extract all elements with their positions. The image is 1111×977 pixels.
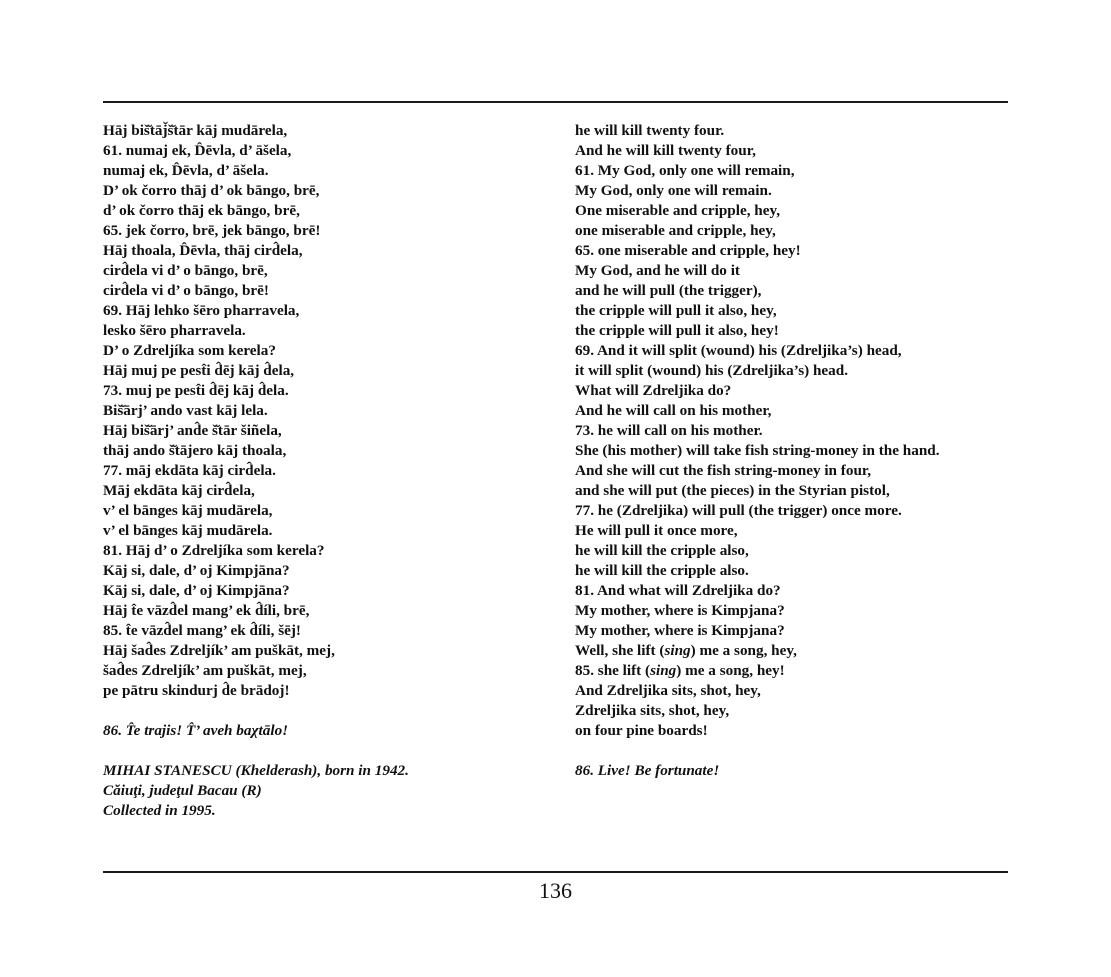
verse-line: the cripple will pull it also, hey!: [575, 322, 779, 339]
romani-verses: [103, 121, 543, 701]
verse-line: pe pātru skindurj d̂e brādoj!: [103, 682, 290, 699]
bottom-rule: [103, 871, 1008, 873]
verse-line: And he will kill twenty four,: [575, 142, 756, 159]
sing-word: sing: [650, 662, 677, 679]
verse-text: ) me a song, hey!: [676, 662, 785, 679]
verse-line: numaj ek, D̂ēvla, d’ āšela.: [103, 162, 269, 179]
verse-line: D’ ok čorro thāj d’ ok bāngo, brē,: [103, 182, 320, 199]
verse-line: Kāj si, dale, d’ oj Kimpjāna?: [103, 562, 290, 579]
verse-line: lesko šēro pharravela.: [103, 322, 246, 339]
singer-name: MIHAI STANESCU (Khelderash), born in 1942.: [103, 762, 409, 779]
romani-closing-line: 86. T̂e trajis! T̂’ aveh baχtālo!: [103, 722, 289, 739]
verse-line: Hāj thoala, D̂ēvla, thāj cird̂ela,: [103, 242, 303, 259]
verse-line: 69. And it will split (wound) his (Zdreljika’s) head,: [575, 342, 902, 359]
sing-word: sing: [664, 642, 691, 659]
verse-line: he will kill twenty four.: [575, 122, 725, 139]
verse-line: 81. Hāj d’ o Zdreljíka som kerela?: [103, 542, 325, 559]
verse-text: ) me a song, hey,: [690, 642, 797, 659]
verse-line: Kāj si, dale, d’ oj Kimpjāna?: [103, 582, 290, 599]
english-closing-line: 86. Live! Be fortunate!: [575, 762, 720, 779]
verse-line: Zdreljika sits, shot, hey,: [575, 702, 730, 719]
verse-line: one miserable and cripple, hey,: [575, 222, 776, 239]
verse-line: Hāj biš̆ārj’ and̂e š̆tār šiñela,: [103, 422, 282, 439]
verse-line: on four pine boards!: [575, 722, 708, 739]
english-verses: [575, 121, 995, 741]
verse-line: What will Zdreljika do?: [575, 382, 732, 399]
verse-line: 73. he will call on his mother.: [575, 422, 763, 439]
verse-line: My mother, where is Kimpjana?: [575, 622, 785, 639]
verse-line: She (his mother) will take fish string-money in the hand.: [575, 442, 940, 459]
verse-line: 77. he (Zdreljika) will pull (the trigger) once more.: [575, 502, 902, 519]
page-number: 136: [539, 878, 572, 903]
verse-line: 77. māj ekdāta kāj cird̂ela.: [103, 462, 276, 479]
verse-line: 85. t̂e vāzd̂el mang’ ek d̂íli, šēj!: [103, 622, 301, 639]
singer-location: Căiuţi, judeţul Bacau (R): [103, 782, 262, 799]
verse-line: thāj ando š̆tājero kāj thoala,: [103, 442, 287, 459]
singer-credits: [103, 761, 543, 821]
verse-line: Hāj t̂e vāzd̂el mang’ ek d̂íli, brē,: [103, 602, 310, 619]
verse-line: cird̂ela vi d’ o bāngo, brē,: [103, 262, 268, 279]
verse-line: Māj ekdāta kāj cird̂ela,: [103, 482, 255, 499]
verse-line: My God, only one will remain.: [575, 182, 772, 199]
verse-line: He will pull it once more,: [575, 522, 738, 539]
verse-line: and she will put (the pieces) in the Styrian pistol,: [575, 482, 890, 499]
verse-line: 73. muj pe pest̂i d̂ēj kāj d̂ela.: [103, 382, 289, 399]
verse-line: One miserable and cripple, hey,: [575, 202, 781, 219]
stanza-gap: [103, 741, 543, 761]
verse-text: Well, she lift (: [575, 642, 665, 659]
verse-line: My God, and he will do it: [575, 262, 740, 279]
verse-line: Hāj biš̆tāj̆š̆tār kāj mudārela,: [103, 122, 288, 139]
verse-text: 85. she lift (: [575, 662, 651, 679]
verse-line: 65. jek čorro, brē, jek bāngo, brē!: [103, 222, 321, 239]
collection-year: Collected in 1995.: [103, 802, 216, 819]
verse-line: d’ ok čorro thāj ek bāngo, brē,: [103, 202, 300, 219]
verse-line: Hāj šad̂es Zdreljík’ am puškāt, mej,: [103, 642, 335, 659]
verse-line: Hāj muj pe pest̂i d̂ēj kāj d̂ela,: [103, 362, 295, 379]
verse-line: v’ el bānges kāj mudārela,: [103, 502, 273, 519]
verse-line: v’ el bānges kāj mudārela.: [103, 522, 273, 539]
stanza-gap: [575, 741, 995, 761]
english-translation-column: [575, 121, 995, 781]
verse-line: Biš̆ārj’ ando vast kāj lela.: [103, 402, 268, 419]
verse-line-sing: [575, 641, 995, 661]
verse-line-sing: [575, 661, 995, 681]
verse-line: And Zdreljika sits, shot, hey,: [575, 682, 761, 699]
verse-line: šad̂es Zdreljík’ am puškāt, mej,: [103, 662, 307, 679]
verse-line: the cripple will pull it also, hey,: [575, 302, 777, 319]
verse-line: 61. numaj ek, D̂ēvla, d’ āšela,: [103, 142, 292, 159]
verse-line: And he will call on his mother,: [575, 402, 772, 419]
romani-text-column: [103, 121, 543, 821]
verse-line: 69. Hāj lehko šēro pharravela,: [103, 302, 300, 319]
stanza-gap: [103, 701, 543, 721]
verse-line: D’ o Zdreljíka som kerela?: [103, 342, 276, 359]
verse-line: he will kill the cripple also,: [575, 542, 749, 559]
verse-line: he will kill the cripple also.: [575, 562, 749, 579]
verse-line: and he will pull (the trigger),: [575, 282, 762, 299]
verse-line: My mother, where is Kimpjana?: [575, 602, 785, 619]
verse-line: it will split (wound) his (Zdreljika’s) head.: [575, 362, 848, 379]
verse-line: And she will cut the fish string-money in four,: [575, 462, 872, 479]
verse-line: cird̂ela vi d’ o bāngo, brē!: [103, 282, 269, 299]
verse-line: 65. one miserable and cripple, hey!: [575, 242, 801, 259]
top-rule: [103, 101, 1008, 103]
verse-line: 81. And what will Zdreljika do?: [575, 582, 781, 599]
verse-line: 61. My God, only one will remain,: [575, 162, 795, 179]
